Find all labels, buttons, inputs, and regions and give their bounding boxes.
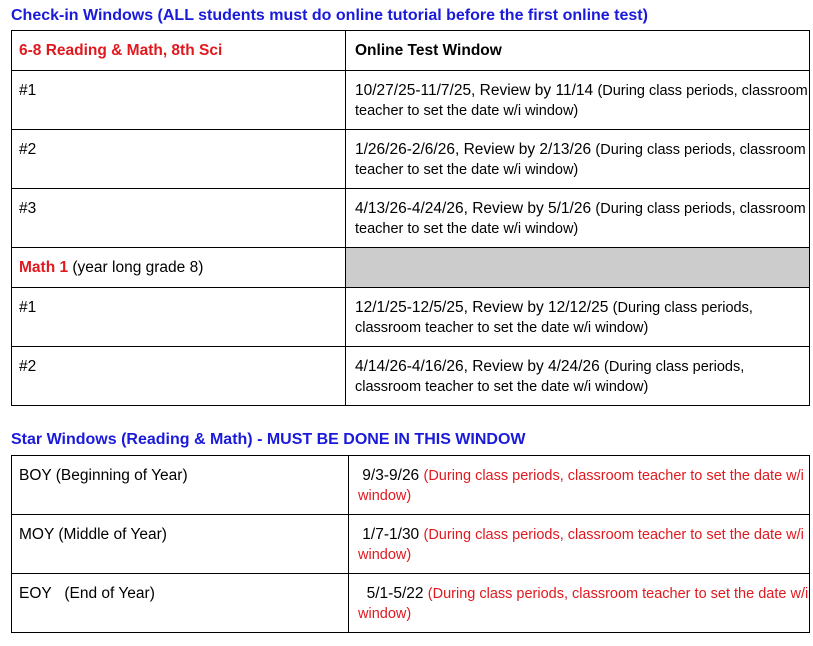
math1-header-cell bbox=[12, 248, 346, 288]
math1-header-empty-cell bbox=[346, 248, 810, 288]
header-cell-course bbox=[12, 31, 346, 71]
table-row bbox=[12, 456, 810, 515]
row-window-cell bbox=[346, 288, 810, 347]
test-window-note: (During class periods, classroom teacher to set the date w/i window) bbox=[355, 359, 745, 395]
table-row bbox=[12, 574, 810, 633]
row-window-cell bbox=[349, 574, 810, 633]
row-label: BOY (Beginning of Year) bbox=[19, 467, 188, 484]
star-window-note: (During class periods, classroom teacher to set the date w/i window) bbox=[358, 527, 804, 563]
star-section-title: Star Windows (Reading & Math) - MUST BE DONE IN THIS WINDOW bbox=[11, 431, 526, 448]
test-window-dates: 12/1/25-12/5/25, Review by 12/12/25 bbox=[355, 299, 613, 316]
row-label: #3 bbox=[19, 200, 37, 217]
row-label: #1 bbox=[19, 299, 37, 316]
star-window-note: (During class periods, classroom teacher to set the date w/i window) bbox=[358, 468, 804, 504]
row-label-cell bbox=[12, 130, 346, 189]
row-label-cell bbox=[12, 456, 349, 515]
table-row bbox=[12, 71, 810, 130]
test-window-dates: 4/13/26-4/24/26, Review by 5/1/26 bbox=[355, 200, 596, 217]
test-window-dates: 4/14/26-4/16/26, Review by 4/24/26 bbox=[355, 358, 605, 375]
row-label: MOY (Middle of Year) bbox=[19, 526, 167, 543]
row-window-cell bbox=[349, 515, 810, 574]
math1-subtitle: (year long grade 8) bbox=[68, 259, 204, 276]
star-window-dates: 9/3-9/26 bbox=[358, 467, 424, 484]
row-window-cell bbox=[346, 71, 810, 130]
star-window-dates: 5/1-5/22 bbox=[358, 585, 428, 602]
test-window-note: (During class periods, classroom teacher to set the date w/i window) bbox=[355, 300, 753, 336]
row-label: #2 bbox=[19, 358, 37, 375]
row-label-cell bbox=[12, 71, 346, 130]
test-window-note: (During class periods, classroom teacher to set the date w/i window) bbox=[355, 201, 806, 237]
header-cell-window bbox=[346, 31, 810, 71]
row-label-cell bbox=[12, 347, 346, 406]
row-window-cell bbox=[346, 347, 810, 406]
course-group-label: 6-8 Reading & Math, 8th Sci bbox=[19, 42, 223, 59]
table-row bbox=[12, 288, 810, 347]
row-label-cell bbox=[12, 574, 349, 633]
test-window-dates: 10/27/25-11/7/25, Review by 11/14 bbox=[355, 82, 598, 99]
star-windows-table bbox=[11, 455, 810, 633]
star-window-note: (During class periods, classroom teacher to set the date w/i window) bbox=[358, 586, 809, 622]
row-label-cell bbox=[12, 288, 346, 347]
table-row bbox=[12, 189, 810, 248]
row-label-cell bbox=[12, 515, 349, 574]
table-header-row bbox=[12, 31, 810, 71]
row-label: #2 bbox=[19, 141, 37, 158]
test-window-note: (During class periods, classroom teacher to set the date w/i window) bbox=[355, 142, 806, 178]
table-row bbox=[12, 515, 810, 574]
test-window-dates: 1/26/26-2/6/26, Review by 2/13/26 bbox=[355, 141, 596, 158]
test-window-note: (During class periods, classroom teacher to set the date w/i window) bbox=[355, 83, 808, 119]
table-row bbox=[12, 347, 810, 406]
row-window-cell bbox=[346, 189, 810, 248]
math1-header-row bbox=[12, 248, 810, 288]
row-label: EOY (End of Year) bbox=[19, 585, 155, 602]
table-row bbox=[12, 130, 810, 189]
checkin-section-title: Check-in Windows (ALL students must do online tutorial before the first online test) bbox=[11, 7, 648, 24]
row-window-cell bbox=[346, 130, 810, 189]
online-test-window-header: Online Test Window bbox=[355, 42, 502, 59]
row-label-cell bbox=[12, 189, 346, 248]
checkin-windows-table bbox=[11, 30, 810, 406]
row-label: #1 bbox=[19, 82, 37, 99]
row-window-cell bbox=[349, 456, 810, 515]
star-window-dates: 1/7-1/30 bbox=[358, 526, 424, 543]
math1-title: Math 1 bbox=[19, 259, 69, 276]
